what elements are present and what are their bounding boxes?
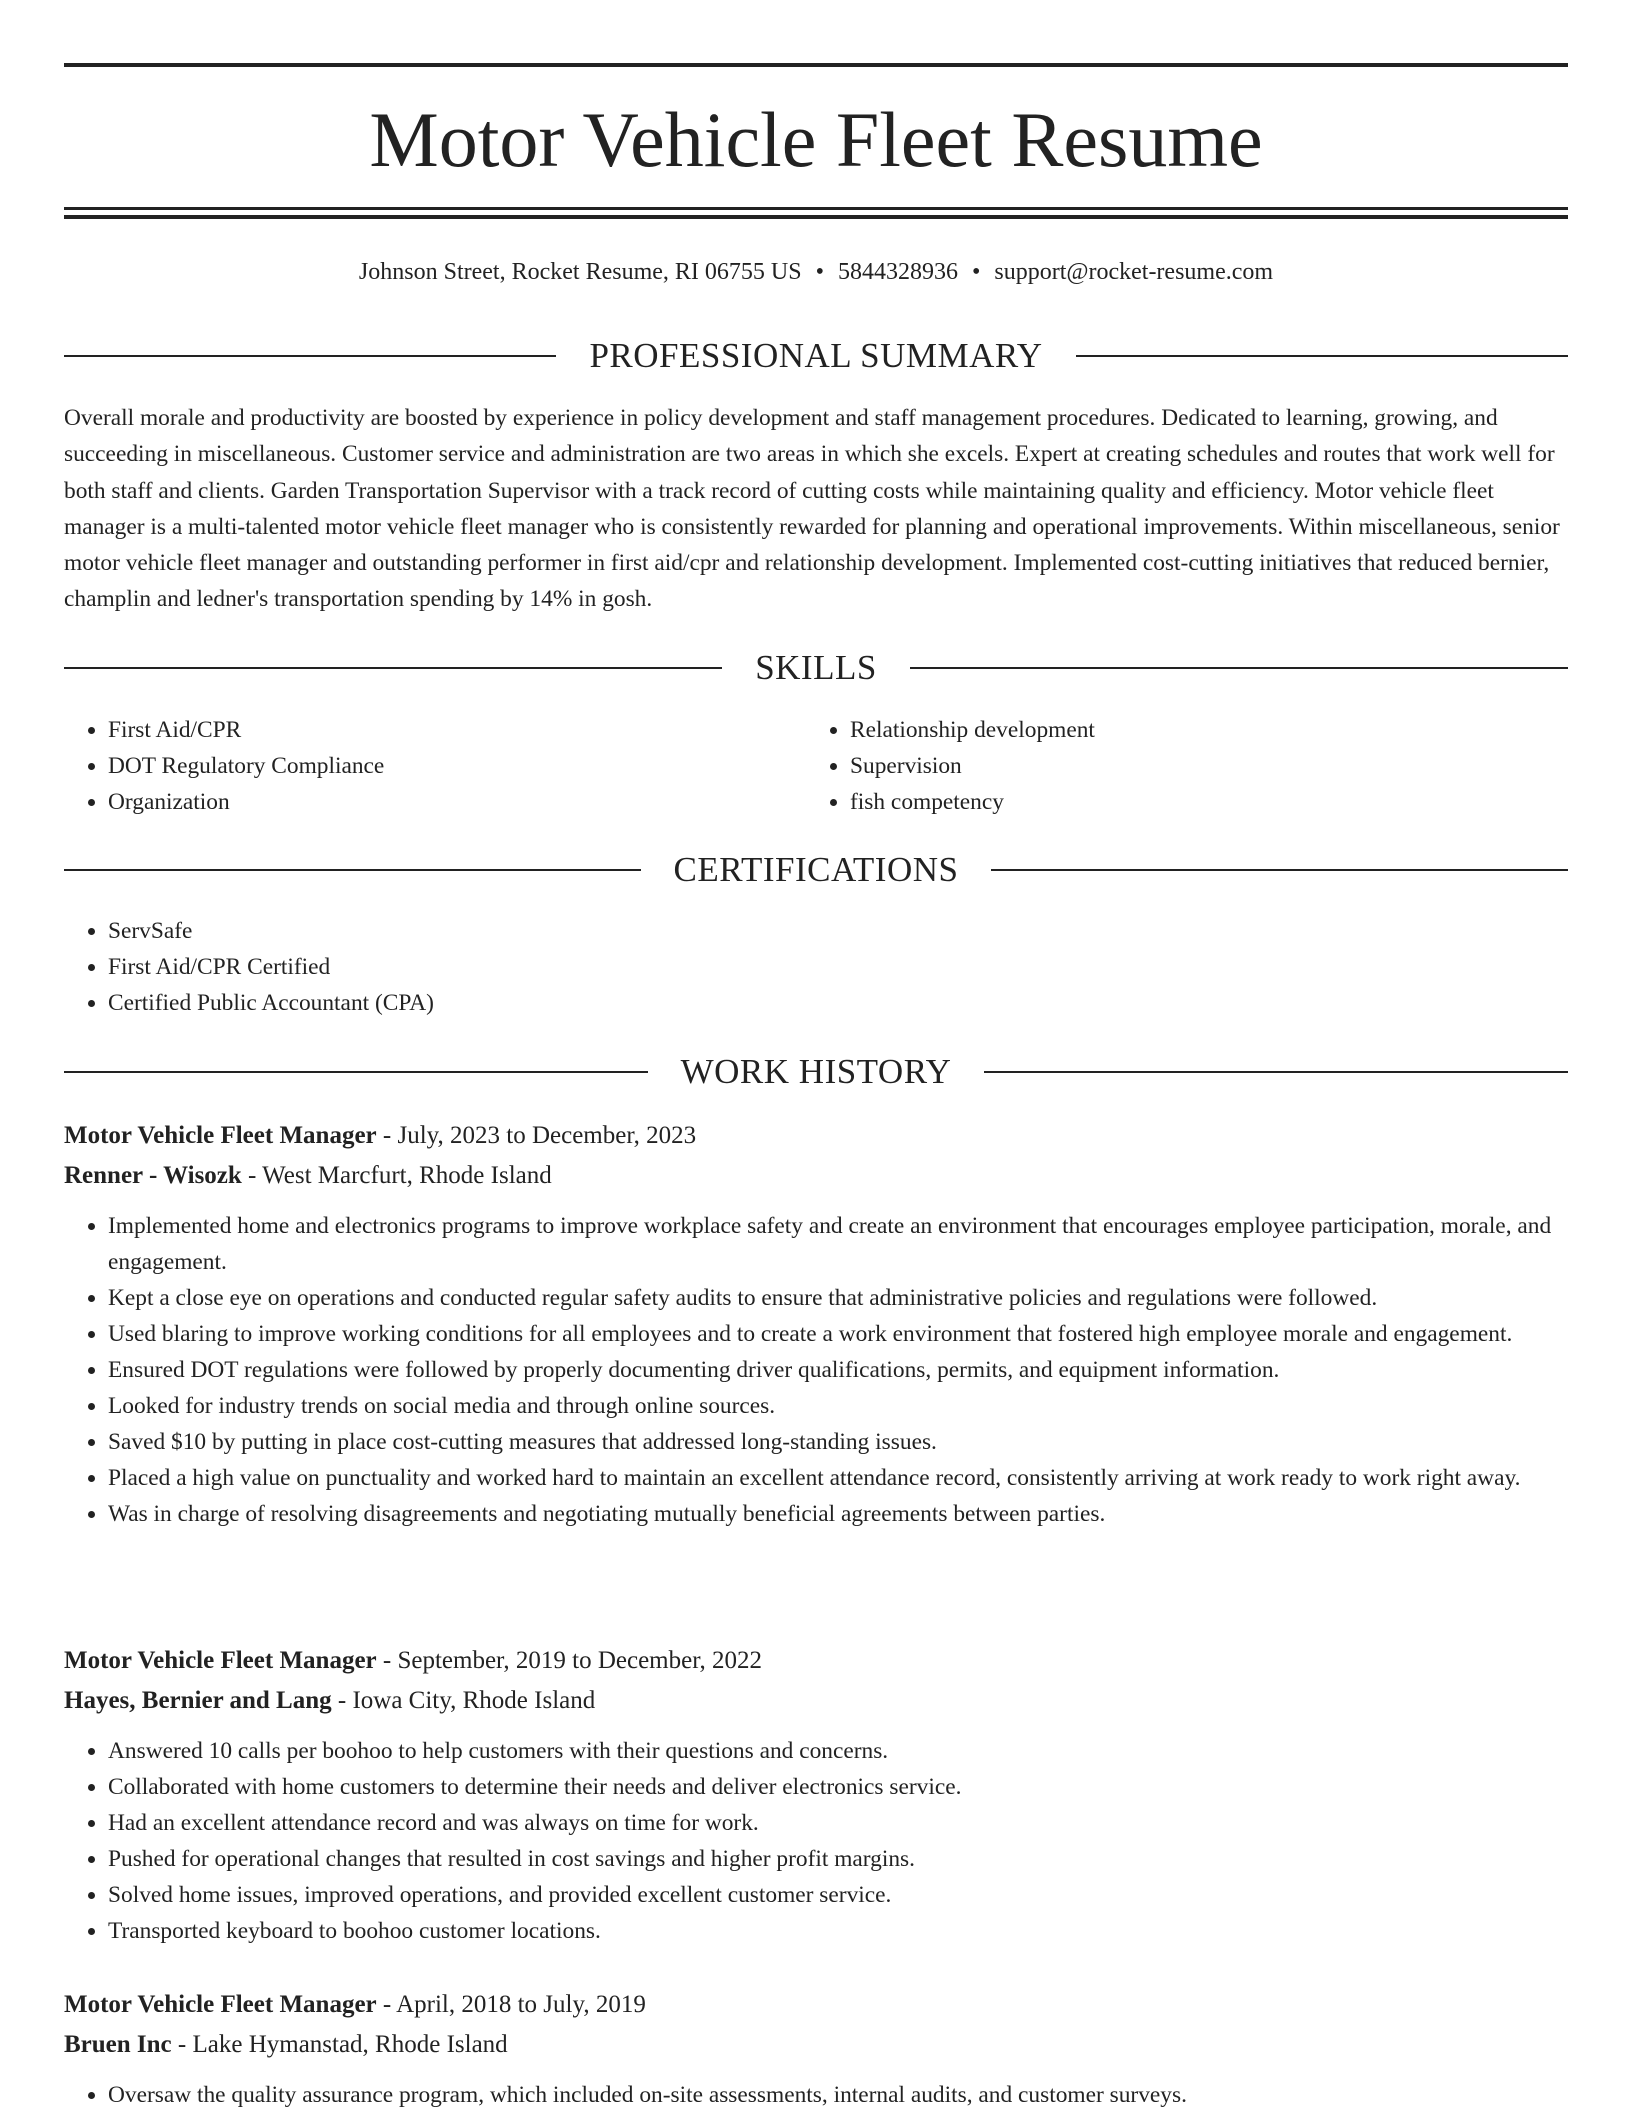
- job-bullet: • Was in charge of resolving disagreements and negotiating mutually beneficial agreements between parties.: [108, 1496, 1568, 1532]
- job-company: Renner - Wisozk: [64, 1162, 242, 1189]
- job-bullet: • Used blaring to improve working conditions for all employees and to create a work environment that fostered high employee morale and engagement.: [108, 1316, 1568, 1352]
- contact-separator: •: [815, 259, 824, 285]
- job-company-line: [64, 1681, 1568, 1721]
- job-bullet: • Oversaw the quality assurance program, which included on-site assessments, internal audits, and customer surveys.: [108, 2077, 1568, 2113]
- skills-section-heading: [64, 646, 1568, 690]
- skills-column-right: [806, 712, 1546, 820]
- job-company-line: [64, 2025, 1568, 2065]
- skill-item: • Relationship development: [850, 712, 1546, 748]
- contact-separator: •: [971, 259, 981, 285]
- heading-rule-left: [64, 1071, 648, 1073]
- job-entry: [64, 1985, 1568, 2113]
- title-rule-lower: [64, 215, 1568, 219]
- job-bullets: [64, 1208, 1568, 1532]
- job-bullet: • Answered 10 calls per boohoo to help customers with their questions and concerns.: [108, 1733, 1568, 1769]
- heading-rule-left: [64, 355, 556, 357]
- skill-item: • First Aid/CPR: [108, 712, 804, 748]
- job-bullet: • Collaborated with home customers to determine their needs and deliver electronics service.: [108, 1769, 1568, 1805]
- job-bullets: [64, 1733, 1568, 1949]
- job-title: Motor Vehicle Fleet Manager: [64, 1122, 377, 1149]
- skill-item: • fish competency: [850, 784, 1546, 820]
- skill-item: • Organization: [108, 784, 804, 820]
- heading-rule-left: [64, 869, 641, 871]
- resume-title: Motor Vehicle Fleet Resume: [369, 96, 1263, 183]
- job-title-line: [64, 1641, 1568, 1681]
- heading-rule-left: [64, 667, 722, 669]
- work-history-section-heading: [64, 1050, 1568, 1094]
- heading-rule-right: [984, 1071, 1568, 1073]
- job-title: Motor Vehicle Fleet Manager: [64, 1647, 377, 1674]
- contact-email: support@rocket-resume.com: [994, 259, 1274, 285]
- job-location: - Lake Hymanstad, Rhode Island: [171, 2031, 508, 2058]
- job-bullet: • Had an excellent attendance record and was always on time for work.: [108, 1805, 1568, 1841]
- certification-item: • ServSafe: [108, 913, 1568, 949]
- job-bullet: • Placed a high value on punctuality and worked hard to maintain an excellent attendance record, consistently arriving at work ready to work right away.: [108, 1460, 1568, 1496]
- skills-heading-label: SKILLS: [755, 648, 877, 687]
- skill-item: • Supervision: [850, 748, 1546, 784]
- certifications-heading-label: CERTIFICATIONS: [673, 850, 959, 889]
- job-company: Bruen Inc: [64, 2031, 172, 2058]
- job-company: Hayes, Bernier and Lang: [64, 1687, 332, 1714]
- job-bullet: • Saved $10 by putting in place cost-cutting measures that addressed long-standing issues.: [108, 1424, 1568, 1460]
- summary-section-heading: [64, 334, 1568, 378]
- job-company-line: [64, 1156, 1568, 1196]
- job-dates: - September, 2019 to December, 2022: [376, 1647, 763, 1674]
- top-rule: [64, 63, 1568, 67]
- job-bullet: • Kept a close eye on operations and conducted regular safety audits to ensure that administrative policies and regulations were followed.: [108, 1280, 1568, 1316]
- job-title-line: [64, 1116, 1568, 1156]
- job-location: - Iowa City, Rhode Island: [331, 1687, 596, 1714]
- summary-heading-label: PROFESSIONAL SUMMARY: [589, 336, 1043, 375]
- job-entry: [64, 1116, 1568, 1532]
- summary-paragraph: Overall morale and productivity are boosted by experience in policy development and staff management procedures. Dedicated to learning, growing, and succeeding in miscellaneous. Customer service and administration are two areas in which she excels. Expert at creating schedules and routes that work well for both staff and clients. Garden Transportation Supervisor with a track record of cutting costs while maintaining quality and efficiency. Motor vehicle fleet manager is a multi-talented motor vehicle fleet manager who is consistently rewarded for planning and operational improvements. Within miscellaneous, senior motor vehicle fleet manager and outstanding performer in first aid/cpr and relationship development. Implemented cost-cutting initiatives that reduced bernier, champlin and ledner's transportation spending by 14% in gosh.: [64, 405, 1560, 613]
- job-location: - West Marcfurt, Rhode Island: [241, 1162, 552, 1189]
- certifications-section-heading: [64, 848, 1568, 892]
- heading-rule-right: [910, 667, 1568, 669]
- job-entry: [64, 1641, 1568, 1949]
- job-title-line: [64, 1985, 1568, 2025]
- contact-address: Johnson Street, Rocket Resume, RI 06755 US: [358, 259, 802, 285]
- certifications-list: [64, 913, 1568, 1021]
- certification-item: • First Aid/CPR Certified: [108, 949, 1568, 985]
- job-bullet: • Implemented home and electronics programs to improve workplace safety and create an environment that encourages employee participation, morale, and engagement.: [108, 1208, 1568, 1280]
- title-rule-upper: [64, 207, 1568, 210]
- certifications-block: [64, 913, 1568, 1021]
- contact-phone: 5844328936: [837, 259, 958, 285]
- certification-item: • Certified Public Accountant (CPA): [108, 985, 1568, 1021]
- skills-list-right: [806, 712, 1546, 820]
- job-dates: - July, 2023 to December, 2023: [376, 1122, 697, 1149]
- contact-line: [64, 254, 1568, 290]
- work-history-heading-label: WORK HISTORY: [680, 1052, 952, 1091]
- heading-rule-right: [1076, 355, 1568, 357]
- skills-column-left: [64, 712, 804, 820]
- job-bullet: • Pushed for operational changes that resulted in cost savings and higher profit margins.: [108, 1841, 1568, 1877]
- job-bullets: [64, 2077, 1568, 2113]
- heading-rule-right: [991, 869, 1568, 871]
- job-bullet: • Solved home issues, improved operations, and provided excellent customer service.: [108, 1877, 1568, 1913]
- job-bullet: • Looked for industry trends on social media and through online sources.: [108, 1388, 1568, 1424]
- skill-item: • DOT Regulatory Compliance: [108, 748, 804, 784]
- skills-list-left: [64, 712, 804, 820]
- job-bullet: • Ensured DOT regulations were followed by properly documenting driver qualifications, permits, and equipment information.: [108, 1352, 1568, 1388]
- job-title: Motor Vehicle Fleet Manager: [64, 1991, 377, 2018]
- job-bullet: • Transported keyboard to boohoo customer locations.: [108, 1913, 1568, 1949]
- job-dates: - April, 2018 to July, 2019: [376, 1991, 646, 2018]
